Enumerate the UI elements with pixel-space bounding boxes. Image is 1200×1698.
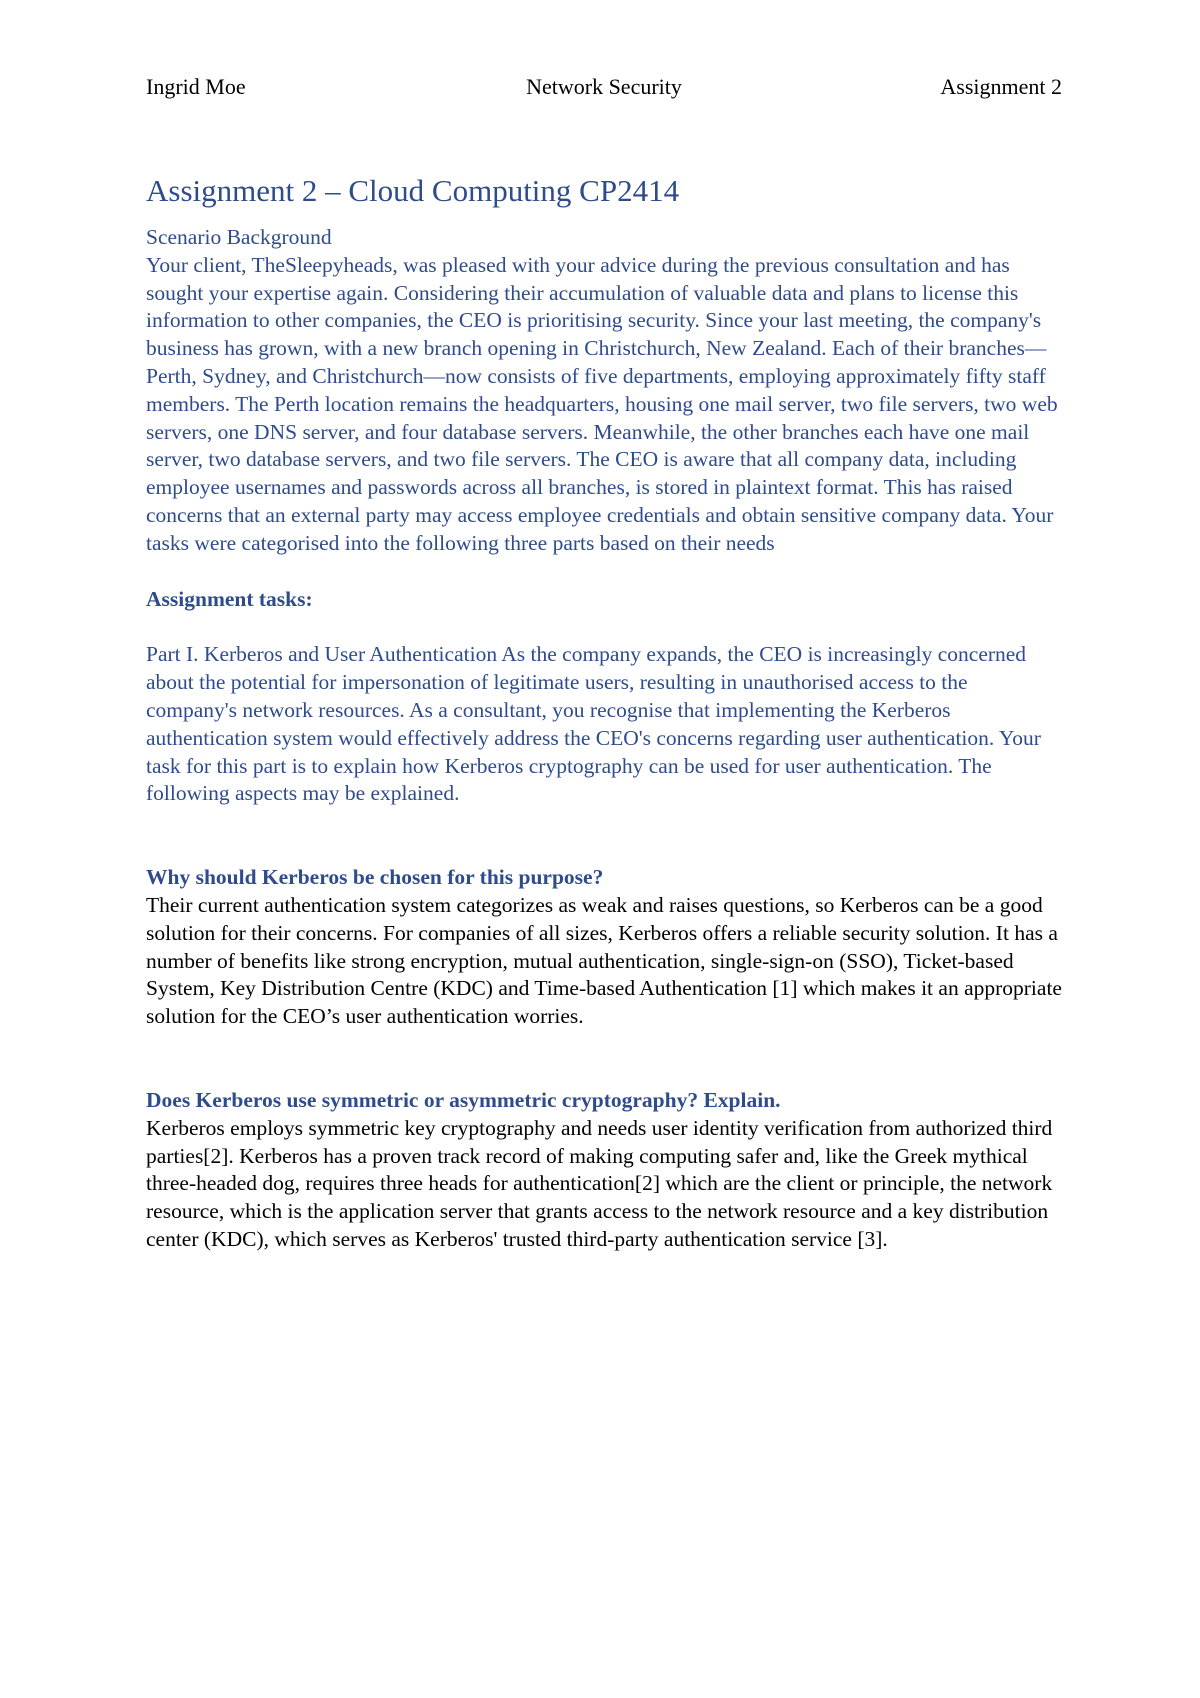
header-author: Ingrid Moe xyxy=(146,74,246,99)
q2-answer: Kerberos employs symmetric key cryptography and needs user identity verification from authorized third parties[2]. Kerberos has a proven track record of making computing safer and, like the Greek mythical three-headed dog, requires three heads for authentication[2] which are the client or principle, the network resource, which is the application server that grants access to the network resource and a key distribution center (KDC), which serves as Kerberos' trusted third-party authentication service [3]. xyxy=(146,1115,1053,1251)
part1-text: Part I. Kerberos and User Authentication As the company expands, the CEO is increasingly concerned about the potential for impersonation of legitimate users, resulting in unauthorised access to the company's network resources. As a consultant, you recognise that implementing the Kerberos authentication system would effectively address the CEO's concerns regarding user authentication. Your task for this part is to explain how Kerberos cryptography can be used for user authentication. The following aspects may be explained. xyxy=(146,642,1041,806)
page-header xyxy=(146,72,1062,102)
document-title: Assignment 2 – Cloud Computing CP2414 xyxy=(146,173,680,208)
header-assignment: Assignment 2 xyxy=(940,74,1062,99)
q2-heading: Does Kerberos use symmetric or asymmetric cryptography? Explain. xyxy=(146,1087,781,1112)
scenario-label: Scenario Background xyxy=(146,225,332,249)
tasks-heading: Assignment tasks: xyxy=(146,586,313,611)
scenario-text: Your client, TheSleepyheads, was pleased with your advice during the previous consultation and has sought your expertise again. Considering their accumulation of valuable data and plans to license this information to other companies, the CEO is prioritising security. Since your last meeting, the company's business has grown, with a new branch opening in Christchurch, New Zealand. Each of their branches—Perth, Sydney, and Christchurch—now consists of five departments, employing approximately fifty staff members. The Perth location remains the headquarters, housing one mail server, two file servers, two web servers, one DNS server, and four database servers. Meanwhile, the other branches each have one mail server, two database servers, and two file servers. The CEO is aware that all company data, including employee usernames and passwords across all branches, is stored in plaintext format. This has raised concerns that an external party may access employee credentials and obtain sensitive company data. Your tasks were categorised into the following three parts based on their needs xyxy=(146,252,1058,555)
spacer xyxy=(146,613,1062,641)
spacer xyxy=(146,1031,1062,1087)
header-course: Network Security xyxy=(526,74,682,99)
spacer xyxy=(146,808,1062,864)
q1-answer: Their current authentication system categorizes as weak and raises questions, so Kerberos can be a good solution for their concerns. For companies of all sizes, Kerberos offers a reliable security solution. It has a number of benefits like strong encryption, mutual authentication, single-sign-on (SSO), Ticket-based System, Key Distribution Centre (KDC) and Time-based Authentication [1] which makes it an appropriate solution for the CEO’s user authentication worries. xyxy=(146,892,1062,1029)
document-body xyxy=(146,170,1062,1254)
q1-heading: Why should Kerberos be chosen for this purpose? xyxy=(146,865,604,890)
spacer xyxy=(146,558,1062,586)
